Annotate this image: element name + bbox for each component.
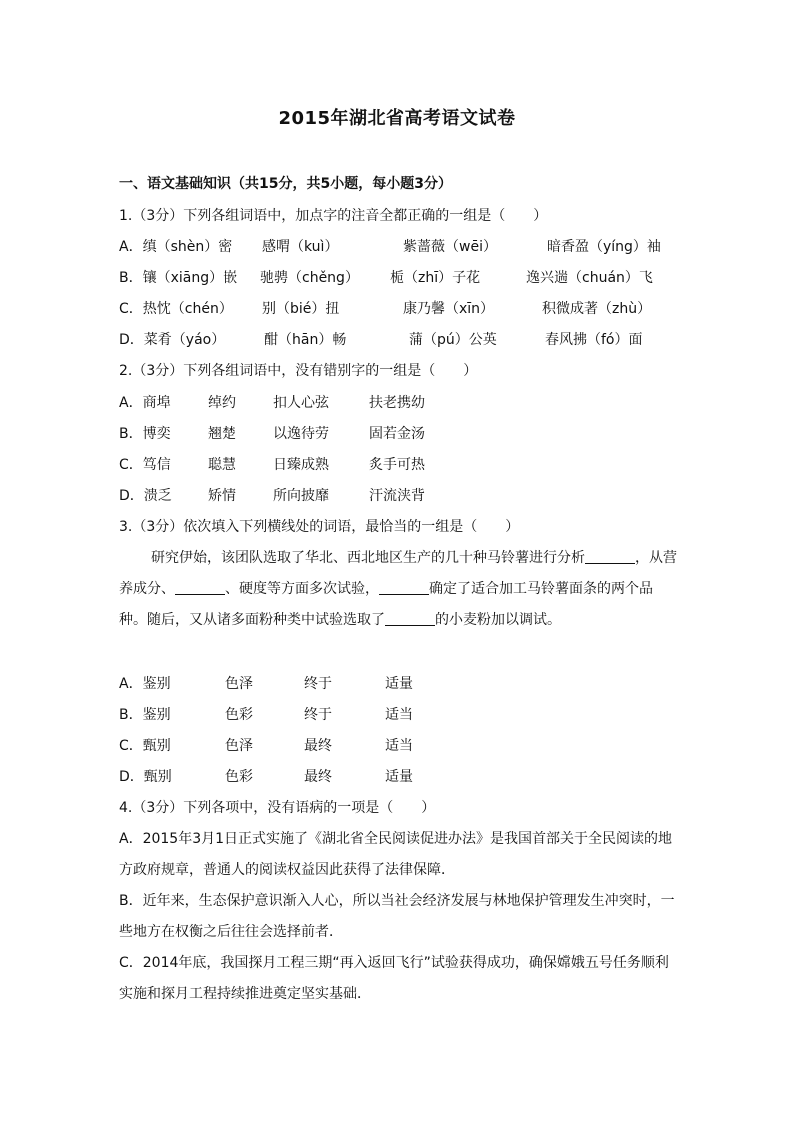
q3-passage-part-1: 研究伊始，该团队选取了华北、西北地区生产的几十种马铃薯进行分析 (151, 550, 585, 566)
q2-b-item-2: 翘楚 (208, 426, 236, 442)
q3-c-item-2: 色泽 (225, 738, 253, 754)
q1-c-item-3: 康乃馨（xīn） (403, 301, 495, 317)
q2-b-item-4: 固若金汤 (369, 426, 425, 442)
q3-blank-2 (175, 580, 225, 595)
q3-b-item-2: 色彩 (225, 707, 253, 723)
q3-blank-1 (585, 549, 635, 564)
q3-c-item-3: 最终 (304, 738, 332, 754)
q3-a-item-2: 色泽 (225, 676, 253, 692)
q3-b-item-3: 终于 (304, 707, 332, 723)
q3-blank-3 (379, 580, 429, 595)
q1-d-item-4: 春风拂（fó）面 (545, 332, 643, 348)
q1-b-item-3: 栀（zhī）子花 (390, 270, 481, 286)
q2-a-item-4: 扶老携幼 (369, 395, 425, 411)
question-3-stem: 3.（3分）依次填入下列横线处的词语，最恰当的一组是（ ） (119, 519, 520, 535)
q2-b-item-1: B．博奕 (119, 426, 171, 442)
q2-d-item-2: 矫情 (208, 488, 236, 504)
q2-a-item-1: A．商埠 (119, 395, 171, 411)
q3-d-item-2: 色彩 (225, 769, 253, 785)
q2-c-item-2: 聪慧 (208, 457, 236, 473)
question-2-stem: 2.（3分）下列各组词语中，没有错别字的一组是（ ） (119, 363, 478, 379)
q3-a-item-4: 适量 (385, 676, 413, 692)
q2-c-item-3: 日臻成熟 (273, 457, 329, 473)
q3-passage-part-4: 确定了适合加工马铃薯面条的两个品种。随后，又从诸多面粉种类中试验选取了 (119, 581, 653, 628)
question-4-stem: 4.（3分）下列各项中，没有语病的一项是（ ） (119, 800, 436, 816)
q3-c-item-4: 适当 (385, 738, 413, 754)
q1-a-item-1: A．缜（shèn）密 (119, 239, 233, 255)
q1-a-item-3: 紫蔷薇（wēi） (403, 239, 497, 255)
q1-a-item-2: 感喟（kuì） (262, 239, 339, 255)
q1-d-item-1: D．菜肴（yáo） (119, 332, 226, 348)
q4-option-a: A．2015年3月1日正式实施了《湖北省全民阅读促进办法》是我国首部关于全民阅读的地方政府规章，普通人的阅读权益因此获得了法律保障． (119, 831, 673, 878)
q1-d-item-2: 酣（hān）畅 (264, 332, 347, 348)
q2-a-item-3: 扣人心弦 (273, 395, 329, 411)
q2-d-item-4: 汗流浃背 (369, 488, 425, 504)
q3-passage (119, 543, 679, 636)
q3-d-item-4: 适量 (385, 769, 413, 785)
q2-c-item-4: 炙手可热 (369, 457, 425, 473)
q1-b-item-2: 驰骋（chěng） (260, 270, 359, 286)
q3-a-item-1: A．鉴别 (119, 676, 171, 692)
q1-c-item-2: 别（bié）扭 (262, 301, 340, 317)
q3-b-item-1: B．鉴别 (119, 707, 171, 723)
question-1-stem: 1.（3分）下列各组词语中，加点字的注音全都正确的一组是（ ） (119, 208, 548, 224)
q2-d-item-3: 所向披靡 (273, 488, 329, 504)
q3-d-item-1: D．甄别 (119, 769, 172, 785)
q1-b-item-4: 逸兴遄（chuán）飞 (526, 270, 653, 286)
q4-option-c: C．2014年底，我国探月工程三期“再入返回飞行”试验获得成功，确保嫦娥五号任务顺利实施和探月工程持续推进奠定坚实基础． (119, 955, 669, 1002)
q1-b-item-1: B．镶（xiāng）嵌 (119, 270, 238, 286)
q2-b-item-3: 以逸待劳 (273, 426, 329, 442)
q2-c-item-1: C．笃信 (119, 457, 171, 473)
q3-passage-part-5: 的小麦粉加以调试。 (435, 612, 561, 628)
page-title: 2015年湖北省高考语文试卷 (278, 108, 516, 129)
q1-c-item-4: 积微成著（zhù） (542, 301, 652, 317)
q3-blank-4 (385, 611, 435, 626)
q3-c-item-1: C．甄别 (119, 738, 171, 754)
q3-d-item-3: 最终 (304, 769, 332, 785)
section-heading: 一、语文基础知识（共15分，共5小题，每小题3分） (119, 176, 452, 192)
q1-a-item-4: 暗香盈（yíng）袖 (547, 239, 661, 255)
q1-c-item-1: C．热忱（chén） (119, 301, 233, 317)
q1-d-item-3: 蒲（pú）公英 (409, 332, 497, 348)
q2-a-item-2: 绰约 (208, 395, 236, 411)
q2-d-item-1: D．溃乏 (119, 488, 172, 504)
q4-option-b: B．近年来，生态保护意识渐入人心，所以当社会经济发展与林地保护管理发生冲突时，一些地方在权衡之后往往会选择前者． (119, 893, 675, 940)
q3-a-item-3: 终于 (304, 676, 332, 692)
q3-b-item-4: 适当 (385, 707, 413, 723)
q3-passage-part-3: 、硬度等方面多次试验， (225, 581, 379, 597)
q3-passage-part-2: ，从营养成分、 (119, 550, 677, 597)
